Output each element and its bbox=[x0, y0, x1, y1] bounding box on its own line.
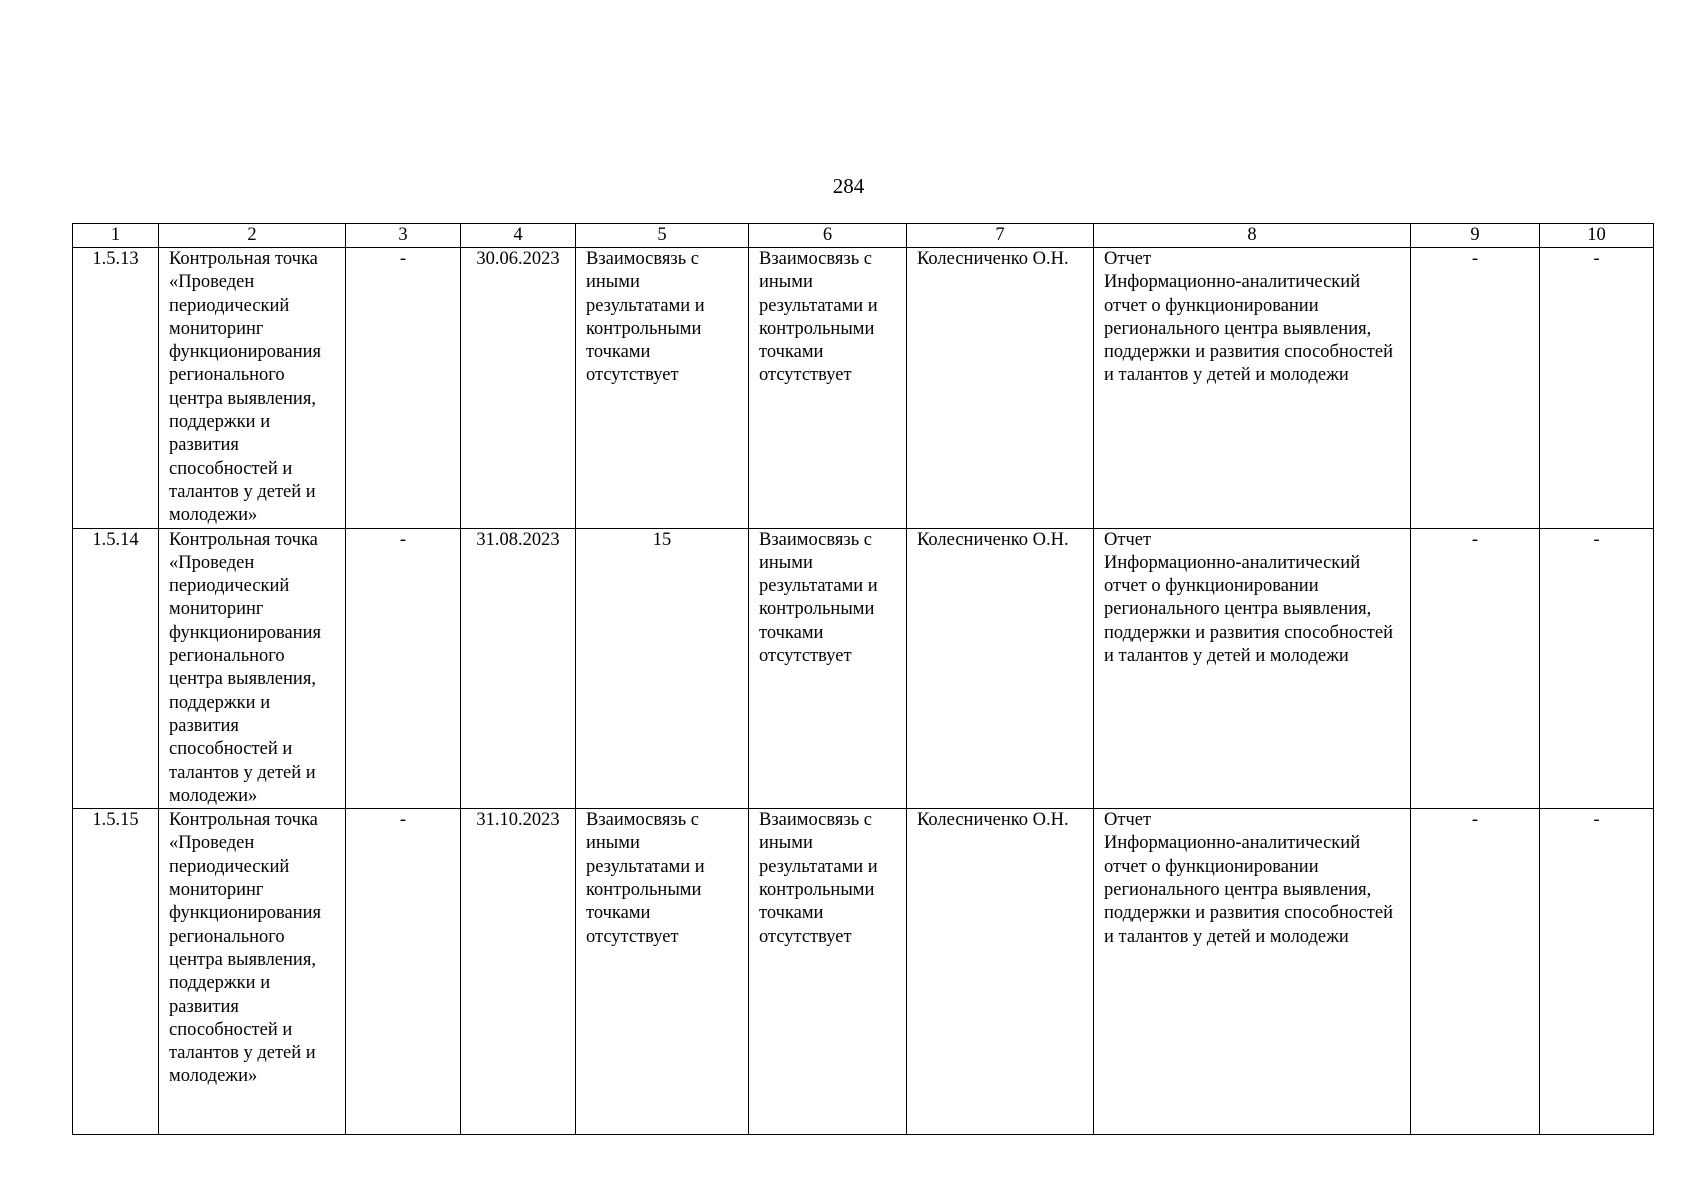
document-type: Отчет bbox=[1104, 529, 1152, 550]
column-number-4: 4 bbox=[461, 224, 576, 248]
column-number-1: 1 bbox=[73, 224, 159, 248]
column-number-7: 7 bbox=[907, 224, 1094, 248]
column-number-5: 5 bbox=[576, 224, 749, 248]
column-5-cell: Взаимосвязь с иными результатами и контрольными точками отсутствует bbox=[576, 809, 749, 1135]
responsible-cell: Колесниченко О.Н. bbox=[907, 248, 1094, 529]
document-description: Информационно-аналитический отчет о функционировании регионального центра выявления, поддержки и развития способностей и талантов у детей и молодежи bbox=[1104, 833, 1393, 947]
column-5-cell: 15 bbox=[576, 528, 749, 809]
column-6-cell: Взаимосвязь с иными результатами и контрольными точками отсутствует bbox=[749, 809, 907, 1135]
document-type: Отчет bbox=[1104, 810, 1152, 831]
document-type: Отчет bbox=[1104, 249, 1152, 269]
column-3-cell: - bbox=[346, 528, 461, 809]
table-row bbox=[73, 528, 1654, 809]
document-description: Информационно-аналитический отчет о функционировании регионального центра выявления, поддержки и развития способностей и талантов у детей и молодежи bbox=[1104, 552, 1393, 667]
column-10-cell: - bbox=[1540, 528, 1654, 809]
column-10-cell: - bbox=[1540, 809, 1654, 1135]
column-number-10: 10 bbox=[1540, 224, 1654, 248]
date-cell: 31.10.2023 bbox=[461, 809, 576, 1135]
row-number-cell: 1.5.14 bbox=[73, 528, 159, 809]
document-cell bbox=[1094, 248, 1411, 529]
control-points-table bbox=[72, 223, 1654, 1135]
document-cell bbox=[1094, 528, 1411, 809]
document-description: Информационно-аналитический отчет о функционировании регионального центра выявления, поддержки и развития способностей и талантов у детей и молодежи bbox=[1104, 272, 1393, 386]
date-cell: 30.06.2023 bbox=[461, 248, 576, 529]
responsible-cell: Колесниченко О.Н. bbox=[907, 528, 1094, 809]
row-number-cell: 1.5.13 bbox=[73, 248, 159, 529]
table-header-row bbox=[73, 224, 1654, 248]
table-row bbox=[73, 809, 1654, 1135]
column-6-cell: Взаимосвязь с иными результатами и контрольными точками отсутствует bbox=[749, 248, 907, 529]
column-9-cell: - bbox=[1411, 809, 1540, 1135]
column-9-cell: - bbox=[1411, 248, 1540, 529]
column-6-cell: Взаимосвязь с иными результатами и контрольными точками отсутствует bbox=[749, 528, 907, 809]
column-10-cell: - bbox=[1540, 248, 1654, 529]
control-point-name-cell: Контрольная точка «Проведен периодический мониторинг функционирования регионального центра выявления, поддержки и развития способностей и талантов у детей и молодежи» bbox=[159, 528, 346, 809]
column-number-8: 8 bbox=[1094, 224, 1411, 248]
column-5-cell: Взаимосвязь с иными результатами и контрольными точками отсутствует bbox=[576, 248, 749, 529]
column-number-6: 6 bbox=[749, 224, 907, 248]
column-number-3: 3 bbox=[346, 224, 461, 248]
column-3-cell: - bbox=[346, 809, 461, 1135]
table-row bbox=[73, 248, 1654, 529]
responsible-cell: Колесниченко О.Н. bbox=[907, 809, 1094, 1135]
column-3-cell: - bbox=[346, 248, 461, 529]
control-point-name-cell: Контрольная точка «Проведен периодический мониторинг функционирования регионального центра выявления, поддержки и развития способностей и талантов у детей и молодежи» bbox=[159, 809, 346, 1135]
page-number: 284 bbox=[832, 174, 865, 198]
document-cell bbox=[1094, 809, 1411, 1135]
row-number-cell: 1.5.15 bbox=[73, 809, 159, 1135]
column-number-2: 2 bbox=[159, 224, 346, 248]
date-cell: 31.08.2023 bbox=[461, 528, 576, 809]
column-9-cell: - bbox=[1411, 528, 1540, 809]
column-number-9: 9 bbox=[1411, 224, 1540, 248]
control-point-name-cell: Контрольная точка «Проведен периодический мониторинг функционирования регионального центра выявления, поддержки и развития способностей и талантов у детей и молодежи» bbox=[159, 248, 346, 529]
